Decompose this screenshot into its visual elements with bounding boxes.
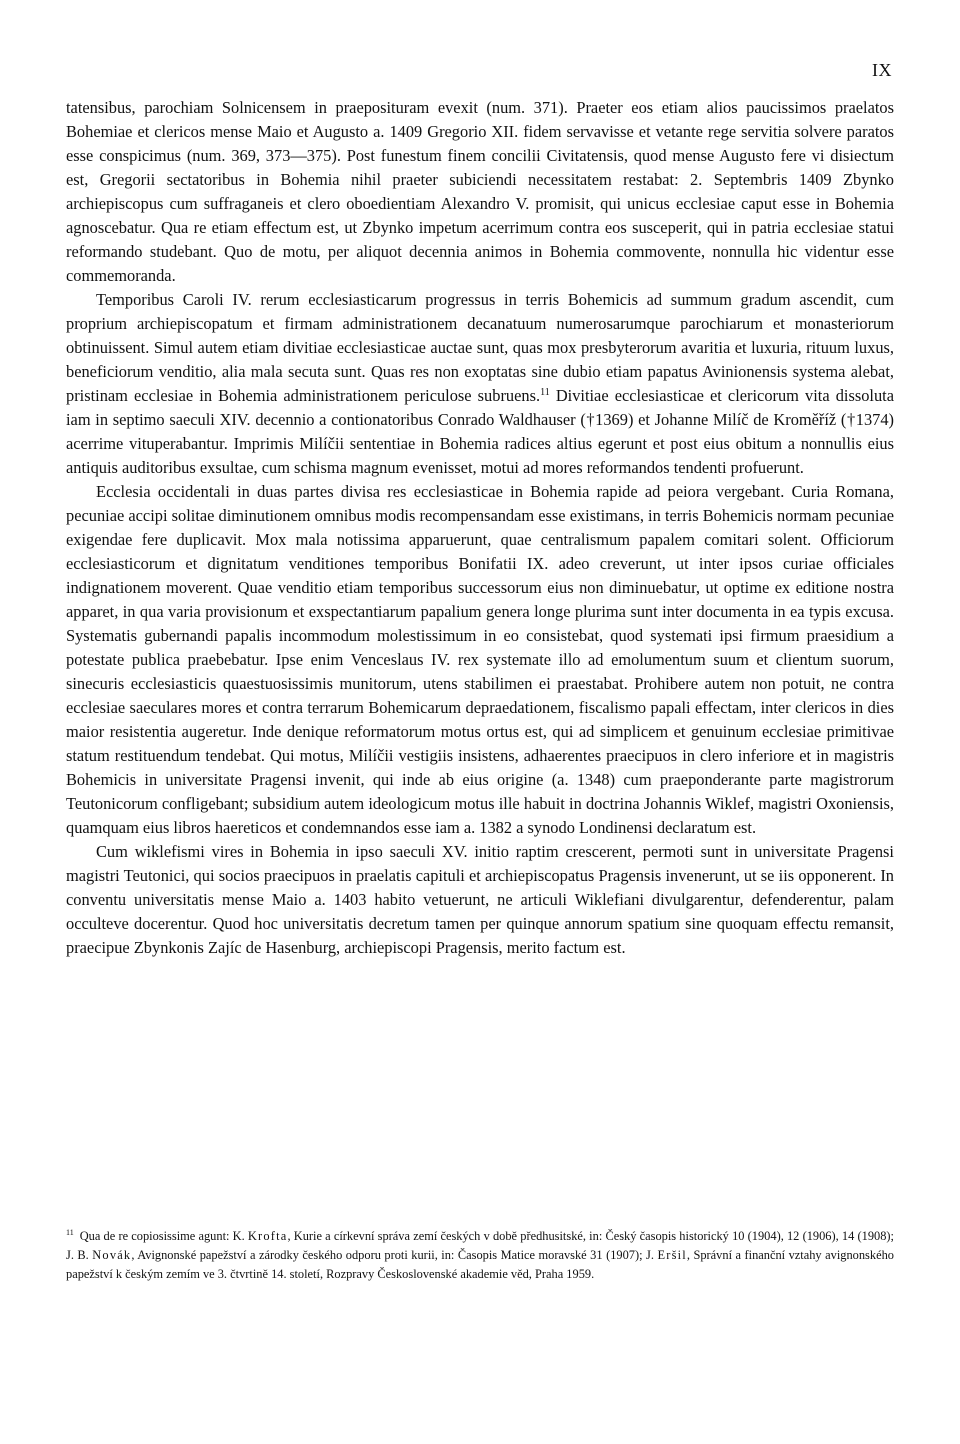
paragraph-2-text: Temporibus Caroli IV. rerum ecclesiasticarum progressus in terris Bohemicis ad summum gradum ascendit, cum proprium archiepiscopatum et firmam administrationem decanatuum numerosarumque parochiarum et monasteriorum obtinuissent. Simul autem etiam divitiae ecclesiasticae auctae sunt, quas mox presbyterorum avaritia et luxuria, rituum luxus, beneficiorum venditio, alia mala secuta sunt. Quas res non exoptatas sine dubio etiam papatus Avinionensis systema alebat, pristinam ecclesiae in Bohemia administrationem periculose subruens.	[66, 290, 894, 405]
footnote-reference[interactable]: 11	[540, 387, 550, 398]
paragraph-4: Cum wiklefismi vires in Bohemia in ipso saeculi XV. initio raptim crescerent, permoti sunt in universitate Pragensi magistri Teutonici, qui socios praecipuos in praelatis capituli et archiepiscopatus Pragensis invenerunt, ut se iis opponerent. In conventu universitatis mense Maio a. 1403 habito vetuerunt, ne articuli Wiklefiani divulgarentur, defenderentur, palam occulteve docerentur. Quod hoc universitatis decretum tamen per quinque annorum spatium sine quoquam effectu remansit, praecipue Zbynkonis Zajíc de Hasenburg, archiepiscopi Pragensis, merito factum est.	[66, 842, 894, 957]
footnote-marker: 11	[66, 1228, 74, 1237]
footnote-author-novak: Novák	[92, 1248, 132, 1262]
footnote-text-c: , Avignonské papežství a zárodky českého odporu proti kurii, in: Časopis Matice moravské 31 (1907); J.	[131, 1248, 654, 1262]
page-number: IX	[872, 60, 892, 80]
paragraph-1: tatensibus, parochiam Solnicensem in praeposituram evexit (num. 371). Praeter eos etiam alios paucissimos praelatos Bohemiae et clericos mense Maio et Augusto a. 1409 Gregorio XII. fidem servavisse et vetante rege servitia solvere paratos esse conspicimus (num. 369, 373—375). Post funestum finem concilii Civitatensis, quod mense Augusto fere vi disiectum est, Gregorii sectatoribus in Bohemia nihil praeter subiciendi necessitatem restabat: 2. Septembris 1409 Zbynko archiepiscopus cum suffraganeis et clero oboedientiam Alexandro V. promisit, qui unicus ecclesiae caput esse in Bohemia agnoscebatur. Qua re etiam effectum est, ut Zbynko impetum acerrimum contra eos susceperit, qui in patria ecclesiae statui reformando studebant. Quo de motu, per aliquot decennia animos in Bohemia commovente, nonnulla hic videntur esse commemoranda.	[66, 98, 894, 285]
footnote	[66, 1227, 894, 1284]
footnote-author-krofta: Krofta	[247, 1229, 288, 1243]
footnote-text-b: , Kurie a církevní správa zemí českých v době předhusitské, in: Český časopis historický 10 (1904), 12 (1906), 14 (1908); J. B.	[66, 1229, 894, 1262]
footnote-text-a: Qua de re copiosissime agunt: K.	[79, 1229, 245, 1243]
paragraph-2	[66, 288, 894, 480]
paragraph-2-continuation: Divitiae ecclesiasticae et clericorum vita dissoluta iam in septimo saeculi XIV. decennio a contionatoribus Conrado Waldhauser (†1369) et Johanne Milíč de Kroměříž (†1374) acerrime vituperabantur. Imprimis Milíčii sententiae in Bohemia radices altius egerunt et post eius obitum a nonnullis eius antiquis auditoribus exsultae, cum schisma magnum evenisset, motui ad mores reformandos tendenti profuerunt.	[66, 386, 894, 477]
footnote-text-d: , Správní a finanční vztahy avignonského papežství k českým zemím ve 3. čtvrtině 14. století, Rozpravy Československé akademie věd, Praha 1959.	[66, 1248, 894, 1281]
main-text	[66, 96, 894, 960]
footnote-author-ersil: Eršil	[657, 1248, 687, 1262]
paragraph-3: Ecclesia occidentali in duas partes divisa res ecclesiasticae in Bohemia rapide ad peiora vergebant. Curia Romana, pecuniae accipi solitae diminutionem omnibus modis recompensandam esse existimans, in terris Bohemicis normam pecuniae exigendae fere duplicavit. Mox mala notissima apparuerunt, quae centralismum papalem comitari solent. Officiorum ecclesiasticorum et dignitatum venditiones temporibus Bonifatii IX. adeo creverunt, ut inter ipsos curiae officiales indignationem moverent. Quae venditio etiam temporibus successorum eius non diminuebatur, ut optime ex editione nostra apparet, in qua varia provisionum et exspectantiarum papalium genera longe plurima sunt inter documenta in ea typis excusa. Systematis gubernandi papalis incommodum molestissimum in eo consistebat, quod systemati ipsi firmum praesidium a potestate publica praebebatur. Ipse enim Venceslaus IV. rex systemate illo ad emolumentum suum et clientum suorum, sinecuris ecclesiasticis quaestuosissimis munitorum, utens stabilimen ei praestabat. Prohibere autem non potuit, ne contra ecclesiae saeculares mores et contra terrarum Bohemicarum depraedationem, fiscalismo papali effectam, inter clericos in dies maior resistentia augeretur. Inde denique reformatorum motus ortus est, qui ad simplicem et genuinum ecclesiae primitivae statum restituendum tendebat. Qui motus, Milíčii vestigiis insistens, adhaerentes praecipuos in clero inferiore et in magistris Bohemicis in universitate Pragensi invenit, qui inde ab eius origine (a. 1348) cum praeponderante parte magistrorum Teutonicorum confligebant; subsidium autem ideologicum motus ille habuit in doctrina Johannis Wiklef, magistri Oxoniensis, quamquam eius libros haereticos et condemnandos esse iam a. 1382 a synodo Londinensi declaratum est.	[66, 482, 894, 837]
